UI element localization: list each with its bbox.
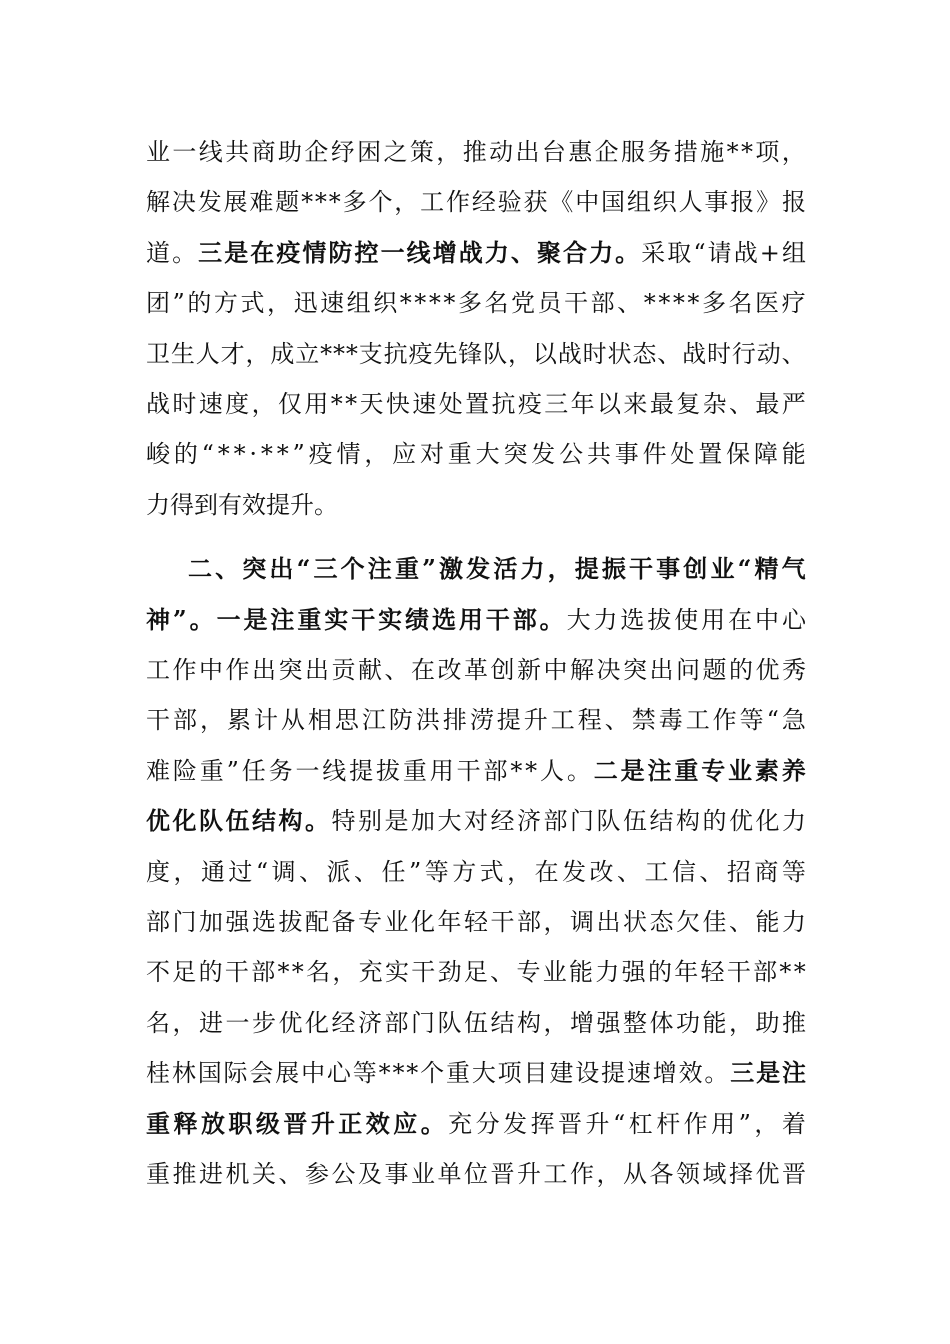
text-line: 桂 林 国 际 会 展 中 心 等 * * * 个 重 大 项 目 建 设 提 速 增 效 。 三 是 注 [146,1058,806,1088]
text-line: 战 时 速 度 ， 仅 用 * * 天 快 速 处 置 抗 疫 三 年 以 来 最 复 杂 、 最 严 [146,390,806,418]
text-line: 解 决 发 展 难 题 * * * 多 个 ， 工 作 经 验 获 《 中 国 组 织 人 事 报 》 报 [146,188,806,217]
text-line: 卫 生 人 才 ， 成 立 * * * 支 抗 疫 先 锋 队 ， 以 战 时 状 态 、 战 时 行 动 、 [146,339,806,368]
text-line: 业 一 线 共 商 助 企 纾 困 之 策 ， 推 动 出 台 惠 企 服 务 措 施 * * 项 ， [146,138,806,166]
text-line: 度 ， 通 过 “ 调 、 派 、 任 ” 等 方 式 ， 在 发 改 、 工 信 、 招 商 等 [146,857,806,886]
text-line: 工 作 中 作 出 突 出 贡 献 、 在 改 革 创 新 中 解 决 突 出 问 题 的 优 秀 [146,656,806,684]
text-line: 不 足 的 干 部 * * 名 ， 充 实 干 劲 足 、 专 业 能 力 强 的 年 轻 干 部 * * [146,958,806,987]
text-line: 重 推 进 机 关 、 参 公 及 事 业 单 位 晋 升 工 作 ， 从 各 领 域 择 优 晋 [146,1160,806,1188]
text-line: 道 。 三 是 在 疫 情 防 控 一 线 增 战 力 、 聚 合 力 。 采 取 “ 请 战 + 组 [146,237,806,267]
text-line: 重 释 放 职 级 晋 升 正 效 应 。 充 分 发 挥 晋 升 “ 杠 杆 作 用 ” ， 着 [146,1108,806,1138]
text-line: 峻 的 “ * * · * * ” 疫 情 ， 应 对 重 大 突 发 公 共 事 件 处 置 保 障 能 [146,440,806,469]
text-line: 团 ” 的 方 式 ， 迅 速 组 织 * * * * 多 名 党 员 干 部 、 * * * * 多 名 医 疗 [146,289,806,318]
text-line: 部 门 加 强 选 拔 配 备 专 业 化 年 轻 干 部 ， 调 出 状 态 欠 佳 、 能 力 [146,908,806,936]
text-line: 二 、 突 出 “ 三 个 注 重 ” 激 发 活 力 ， 提 振 干 事 创 业 “ 精 气 [188,554,806,584]
text-line: 干 部 ， 累 计 从 相 思 江 防 洪 排 涝 提 升 工 程 、 禁 毒 工 作 等 “ 急 [146,706,806,735]
text-line: 优 化 队 伍 结 构 。 特 别 是 加 大 对 经 济 部 门 队 伍 结 构 的 优 化 力 [146,806,806,836]
text-line: 神 ” 。 一 是 注 重 实 干 实 绩 选 用 干 部 。 大 力 选 拔 使 用 在 中 心 [146,604,806,634]
text-line: 力 得 到 有 效 提 升 。 [146,490,338,519]
text-line: 名 ， 进 一 步 优 化 经 济 部 门 队 伍 结 构 ， 增 强 整 体 功 能 ， 助 推 [146,1008,806,1037]
text-line: 难 险 重 ” 任 务 一 线 提 拔 重 用 干 部 * * 人 。 二 是 注 重 专 业 素 养 [146,755,806,785]
